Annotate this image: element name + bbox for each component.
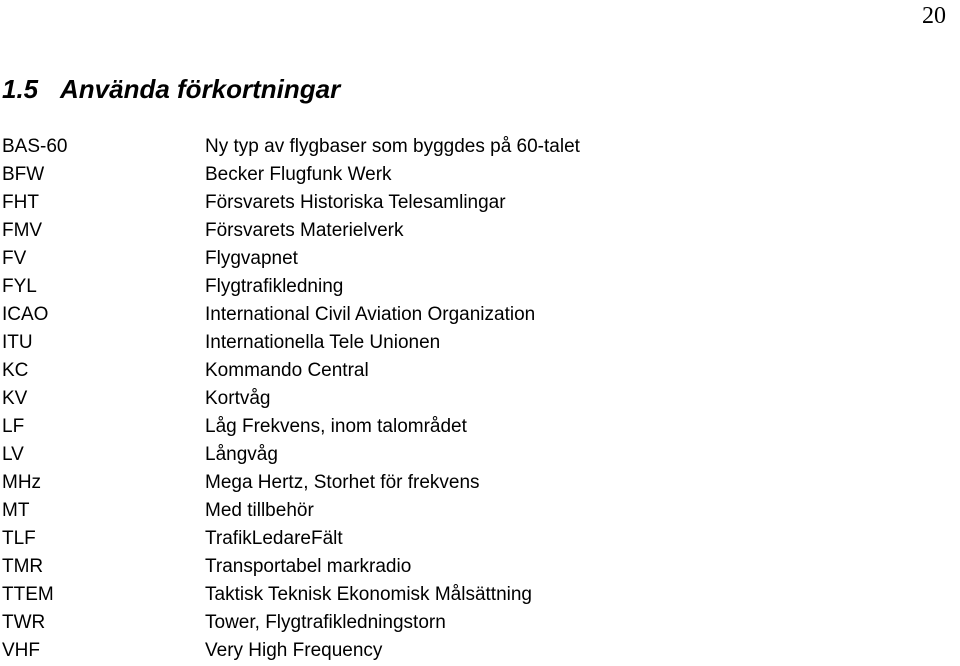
abbreviation-row: [0, 469, 960, 497]
abbreviation: FYL: [2, 276, 37, 297]
abbreviation: LF: [2, 416, 25, 437]
abbreviation-meaning: Flygvapnet: [205, 248, 298, 269]
abbreviation: TMR: [2, 556, 44, 577]
abbreviation-meaning: Försvarets Historiska Telesamlingar: [205, 192, 506, 213]
abbreviation-meaning: Låg Frekvens, inom talområdet: [205, 416, 467, 437]
abbreviation-meaning: Ny typ av flygbaser som byggdes på 60-talet: [205, 136, 580, 157]
abbreviation-meaning: Transportabel markradio: [205, 556, 412, 577]
abbreviation: TTEM: [2, 584, 54, 605]
abbreviation: TWR: [2, 612, 46, 633]
section-number: 1.5: [2, 74, 39, 104]
abbreviation-row: [0, 133, 960, 161]
abbreviation-list: [0, 133, 960, 665]
abbreviation-row: [0, 329, 960, 357]
abbreviation: LV: [2, 444, 24, 465]
abbreviation: ICAO: [2, 304, 49, 325]
abbreviation-row: [0, 301, 960, 329]
abbreviation-row: [0, 161, 960, 189]
abbreviation: MHz: [2, 472, 42, 493]
abbreviation-row: [0, 273, 960, 301]
abbreviation-row: [0, 581, 960, 609]
abbreviation-meaning: Flygtrafikledning: [205, 276, 344, 297]
abbreviation-meaning: Internationella Tele Unionen: [205, 332, 441, 353]
abbreviation-meaning: Med tillbehör: [205, 500, 314, 521]
abbreviation-row: [0, 441, 960, 469]
abbreviation-meaning: Tower, Flygtrafikledningstorn: [205, 612, 446, 633]
abbreviation-row: [0, 497, 960, 525]
abbreviation: FHT: [2, 192, 39, 213]
abbreviation: ITU: [2, 332, 33, 353]
section-heading: [2, 73, 340, 105]
page-number: 20: [922, 3, 946, 29]
abbreviation-row: [0, 385, 960, 413]
abbreviation-row: [0, 637, 960, 665]
abbreviation: FMV: [2, 220, 43, 241]
abbreviation: BFW: [2, 164, 45, 185]
abbreviation-meaning: Kommando Central: [205, 360, 369, 381]
abbreviation: BAS-60: [2, 136, 68, 157]
abbreviation-meaning: Taktisk Teknisk Ekonomisk Målsättning: [205, 584, 532, 605]
abbreviation: MT: [2, 500, 30, 521]
abbreviation-meaning: Långvåg: [205, 444, 278, 465]
abbreviation: TLF: [2, 528, 36, 549]
abbreviation-row: [0, 189, 960, 217]
abbreviation-row: [0, 413, 960, 441]
abbreviation: FV: [2, 248, 27, 269]
abbreviation-row: [0, 553, 960, 581]
abbreviation-meaning: Very High Frequency: [205, 640, 383, 661]
abbreviation-row: [0, 245, 960, 273]
abbreviation-row: [0, 357, 960, 385]
abbreviation: VHF: [2, 640, 40, 661]
abbreviation-row: [0, 217, 960, 245]
abbreviation-row: [0, 525, 960, 553]
section-title: Använda förkortningar: [60, 74, 341, 104]
abbreviation-meaning: Mega Hertz, Storhet för frekvens: [205, 472, 480, 493]
abbreviation-meaning: Becker Flugfunk Werk: [205, 164, 392, 185]
abbreviation-meaning: TrafikLedareFält: [205, 528, 343, 549]
abbreviation-meaning: International Civil Aviation Organization: [205, 304, 536, 325]
abbreviation-row: [0, 609, 960, 637]
abbreviation: KC: [2, 360, 29, 381]
abbreviation-meaning: Kortvåg: [205, 388, 271, 409]
abbreviation: KV: [2, 388, 28, 409]
abbreviation-meaning: Försvarets Materielverk: [205, 220, 404, 241]
